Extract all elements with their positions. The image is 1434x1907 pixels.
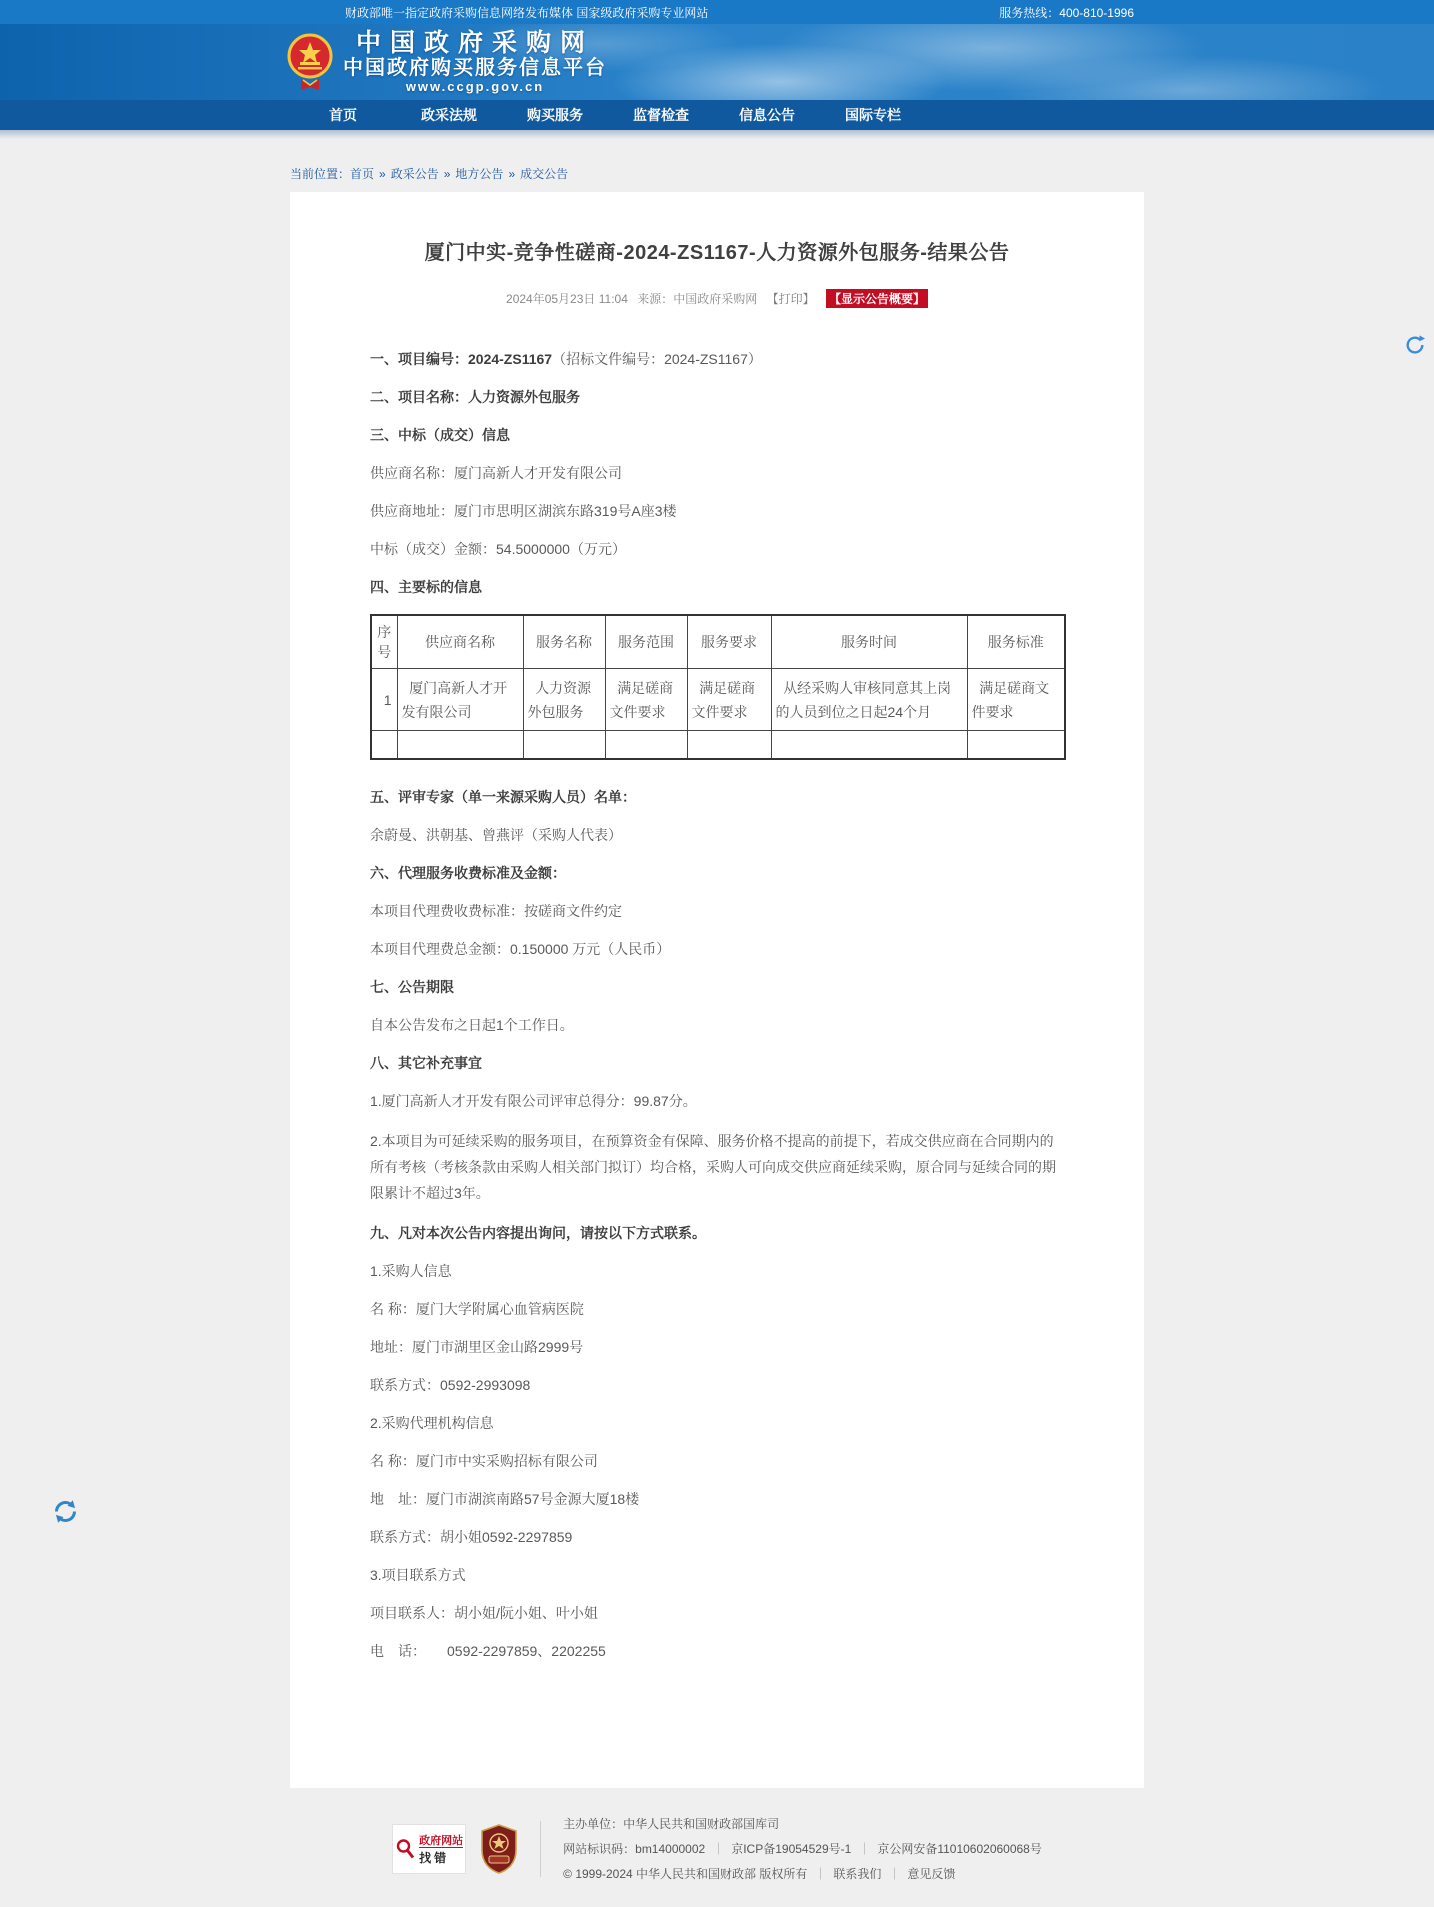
breadcrumb-link-notices[interactable]: 政采公告: [390, 167, 439, 181]
breadcrumb-separator: »: [443, 167, 451, 181]
nav-item-supervision[interactable]: 监督检查: [633, 107, 689, 123]
cell-empty: [371, 731, 397, 759]
feedback-link[interactable]: 意见反馈: [907, 1866, 956, 1881]
nav-item-international[interactable]: 国际专栏: [845, 107, 901, 123]
footer-separator: ｜: [814, 1866, 827, 1881]
header-service-scope: 服务范围: [605, 615, 687, 669]
nav-item-purchase-services[interactable]: 购买服务: [527, 107, 583, 123]
footer-separator: ｜: [888, 1866, 901, 1881]
para-agency-name: 名 称：厦门市中实采购招标有限公司: [370, 1452, 598, 1469]
section-award-info: 三、中标（成交）信息: [370, 427, 510, 443]
announcement-card: [290, 192, 1144, 1788]
table-row: [371, 669, 1065, 731]
para-award-amount: 中标（成交）金额：54.5000000（万元）: [370, 541, 626, 557]
publish-datetime: 2024年05月23日 11:04: [506, 292, 628, 306]
para-agency-phone: 联系方式：胡小姐0592-2297859: [370, 1528, 573, 1545]
site-footer: [0, 1788, 1434, 1907]
cell-empty: [605, 731, 687, 759]
breadcrumb: [290, 165, 1144, 182]
project-number: 一、项目编号：2024-ZS1167: [370, 351, 553, 367]
footer-divider-line: [540, 1821, 541, 1877]
summary-toggle-button[interactable]: 【显示公告概要】: [826, 289, 928, 308]
header-seq: 序号: [371, 615, 397, 669]
footer-host-line: 主办单位：中华人民共和国财政部国库司: [563, 1816, 780, 1831]
icp-number: 京ICP备19054529号-1: [731, 1841, 852, 1856]
cell-service-name: 人力资源外包服务: [523, 669, 605, 731]
circular-arrows-icon[interactable]: [1404, 334, 1426, 356]
copyright-text: © 1999-2024 中华人民共和国财政部 版权所有: [563, 1866, 808, 1881]
para-project-name: 二、项目名称：人力资源外包服务: [370, 389, 580, 405]
nav-shadow: [0, 130, 1434, 139]
para-expert-names: 余蔚曼、洪朝基、曾燕评（采购人代表）: [370, 826, 622, 843]
footer-separator: ｜: [712, 1841, 725, 1856]
cell-service-time: 从经采购人审核同意其上岗的人员到位之日起24个月: [771, 669, 967, 731]
header-service-req: 服务要求: [687, 615, 771, 669]
cell-seq: 1: [371, 669, 397, 731]
section-main-subject: 四、主要标的信息: [370, 579, 482, 595]
cell-empty: [523, 731, 605, 759]
footer-text: [563, 1812, 1042, 1887]
para-project-contacts: 项目联系人：胡小姐/阮小姐、叶小姐: [370, 1604, 598, 1621]
table-row-empty: [371, 731, 1065, 759]
page-title: 厦门中实-竞争性磋商-2024-ZS1167-人力资源外包服务-结果公告: [424, 242, 1010, 264]
nav-item-regulations[interactable]: 政采法规: [421, 107, 477, 123]
section-experts: 五、评审专家（单一来源采购人员）名单：: [370, 788, 636, 805]
nav-item-home[interactable]: 首页: [329, 107, 357, 123]
cell-service-req: 满足磋商文件要求: [687, 669, 771, 731]
cell-supplier: 厦门高新人才开发有限公司: [397, 669, 523, 731]
badge-find-line2: 找错: [419, 1851, 450, 1865]
footer-separator: ｜: [858, 1841, 871, 1856]
section-contact: 九、凡对本次公告内容提出询问，请按以下方式联系。: [370, 1224, 706, 1241]
breadcrumb-separator: »: [508, 167, 516, 181]
nav-item-announcements[interactable]: 信息公告: [739, 107, 795, 123]
para-buyer-phone: 联系方式：0592-2993098: [370, 1376, 531, 1393]
header-service-time: 服务时间: [771, 615, 967, 669]
footer-copyright-line: [563, 1862, 1042, 1887]
cell-service-std: 满足磋商文件要求: [967, 669, 1065, 731]
site-logo[interactable]: [287, 30, 607, 95]
topbar-slogan: 财政部唯一指定政府采购信息网络发布媒体 国家级政府采购专业网站: [345, 5, 709, 20]
para-project-number: [370, 348, 1064, 370]
circular-arrows-icon[interactable]: [52, 1498, 79, 1525]
section-agency-fee: 六、代理服务收费标准及金额：: [370, 864, 566, 881]
section-notice-period: 七、公告期限: [370, 978, 454, 995]
contact-us-link[interactable]: 联系我们: [833, 1866, 882, 1881]
breadcrumb-link-local[interactable]: 地方公告: [455, 167, 504, 181]
para-agency-info-title: 2.采购代理机构信息: [370, 1414, 494, 1431]
national-emblem-icon: [287, 32, 333, 94]
cell-empty: [771, 731, 967, 759]
cell-empty: [397, 731, 523, 759]
cell-empty: [687, 731, 771, 759]
article-body: [370, 348, 1064, 1662]
para-buyer-info-title: 1.采购人信息: [370, 1262, 452, 1279]
service-hotline: 服务热线：400-810-1996: [999, 5, 1134, 20]
site-id: 网站标识码：bm14000002: [563, 1841, 706, 1856]
site-logo-text: [343, 30, 607, 95]
breadcrumb-link-home[interactable]: 首页: [350, 167, 375, 181]
para-fee-total: 本项目代理费总金额：0.150000 万元（人民币）: [370, 940, 671, 957]
source-label: 来源：中国政府采购网: [637, 292, 758, 306]
header-service-std: 服务标准: [967, 615, 1065, 669]
cell-empty: [967, 731, 1065, 759]
para-buyer-name: 名 称：厦门大学附属心血管病医院: [370, 1300, 584, 1317]
site-subtitle: 中国政府购买服务信息平台: [343, 57, 607, 79]
breadcrumb-link-award[interactable]: 成交公告: [520, 167, 569, 181]
breadcrumb-prefix: 当前位置：: [290, 167, 351, 181]
bid-info-table: [370, 614, 1066, 760]
project-number-note: （招标文件编号：2024-ZS1167）: [552, 351, 762, 367]
breadcrumb-separator: »: [379, 167, 386, 181]
print-button[interactable]: 【打印】: [766, 292, 815, 306]
para-project-phones: 电 话： 0592-2297859、2202255: [370, 1642, 606, 1659]
para-agency-address: 地 址：厦门市湖滨南路57号金源大厦18楼: [370, 1490, 640, 1507]
para-supplier-name: 供应商名称：厦门高新人才开发有限公司: [370, 465, 622, 481]
section-other-matters: 八、其它补充事宜: [370, 1054, 482, 1071]
article-meta: [370, 289, 1064, 308]
main-nav: [0, 100, 1434, 130]
top-bar: [0, 0, 1434, 24]
site-banner: [0, 24, 1434, 100]
table-header-row: [371, 615, 1065, 669]
cell-service-scope: 满足磋商文件要求: [605, 669, 687, 731]
para-notice-period: 自本公告发布之日起1个工作日。: [370, 1016, 574, 1033]
magnifier-icon: [395, 1838, 415, 1860]
para-supplier-address: 供应商地址：厦门市思明区湖滨东路319号A座3楼: [370, 503, 677, 519]
para-project-contact-title: 3.项目联系方式: [370, 1566, 466, 1583]
footer-id-line: [563, 1837, 1042, 1862]
header-service-name: 服务名称: [523, 615, 605, 669]
para-score: 1.厦门高新人才开发有限公司评审总得分：99.87分。: [370, 1092, 697, 1109]
header-supplier: 供应商名称: [397, 615, 523, 669]
para-renewal-terms: 2.本项目为可延续采购的服务项目，在预算资金有保障、服务价格不提高的前提下，若成交供应商在合同期内的所有考核（考核条款由采购人相关部门拟订）均合格，采购人可向成交供应商延续采购，原合同与延续合同的期限累计不超过3年。: [370, 1132, 1056, 1201]
site-url: www.ccgp.gov.cn: [405, 79, 545, 94]
para-fee-standard: 本项目代理费收费标准：按磋商文件约定: [370, 902, 622, 919]
site-name: 中国政府采购网: [355, 29, 594, 57]
para-buyer-address: 地址：厦门市湖里区金山路2999号: [370, 1338, 584, 1355]
badge-find-line1: 政府网站: [419, 1835, 464, 1847]
security-record-number: 京公网安备11010602060068号: [877, 1841, 1042, 1856]
